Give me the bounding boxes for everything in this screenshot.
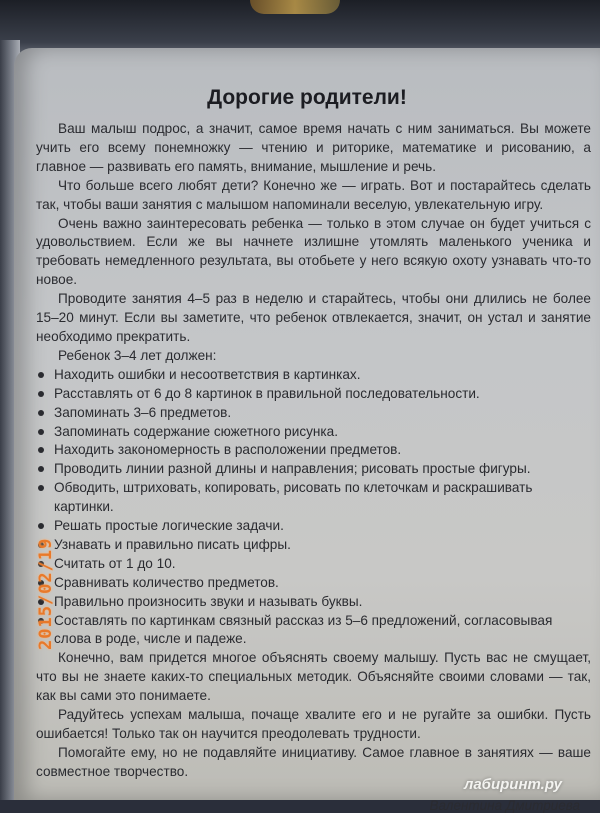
bullet-icon bbox=[38, 523, 44, 529]
paragraph: Проводите занятия 4–5 раз в неделю и старайтесь, чтобы они длились не более 15–20 минут. Если вы заметите, что ребенок отвлекается, значит, он устал и занятие необходимо прекратить. bbox=[36, 291, 591, 344]
page-title: Дорогие родители! bbox=[207, 86, 407, 109]
list-item: Запоминать содержание сюжетного рисунка. bbox=[36, 423, 591, 442]
author-signature: Валентина Дмитриева bbox=[429, 798, 580, 813]
paragraph: Конечно, вам придется многое объяснять своему малышу. Пусть вас не смущает, что вы не знаете каких-то специальных методик. Объясняйте своими словами — так, как вы сами это понимаете. bbox=[36, 650, 591, 704]
paragraph: Очень важно заинтересовать ребенка — только в этом случае он будет учиться с удовольствием. Если же вы начнете излишне утомлять маленького ученика и требовать немедленного результата, вы отобьете у него всякую охоту узнавать что-то новое. bbox=[36, 215, 591, 288]
list-item: Считать от 1 до 10. bbox=[36, 555, 591, 574]
date-stamp: 2015/02/19 bbox=[36, 537, 56, 650]
page-body bbox=[36, 120, 591, 782]
list-item: Проводить линии разной длины и направления; рисовать простые фигуры. bbox=[36, 460, 591, 479]
list-item: Расставлять от 6 до 8 картинок в правильной последовательности. bbox=[36, 385, 591, 404]
bullet-icon bbox=[38, 485, 44, 491]
list-item: Решать простые логические задачи. bbox=[36, 517, 591, 536]
list-item: Находить закономерность в расположении предметов. bbox=[36, 441, 591, 460]
list-item: Запоминать 3–6 предметов. bbox=[36, 404, 591, 423]
list-item: Обводить, штриховать, копировать, рисовать по клеточкам и раскрашивать картинки. bbox=[36, 479, 591, 517]
paragraph: Что больше всего любят дети? Конечно же — играть. Вот и постарайтесь сделать так, чтобы ваши занятия с малышом напоминали веселую, увлекательную игру. bbox=[36, 177, 591, 212]
skills-list bbox=[36, 366, 591, 650]
bullet-icon bbox=[38, 447, 44, 453]
list-item: Находить ошибки и несоответствия в картинках. bbox=[36, 366, 591, 385]
paragraph: Радуйтесь успехам малыша, почаще хвалите его и не ругайте за ошибки. Пусть ошибается! Только так он научится преодолевать трудности. bbox=[36, 707, 591, 741]
bullet-icon bbox=[38, 429, 44, 435]
list-item: Правильно произносить звуки и называть буквы. bbox=[36, 593, 591, 612]
watermark-logo: лабиринт.ру bbox=[464, 776, 562, 793]
bullet-icon bbox=[38, 466, 44, 472]
bullet-icon bbox=[38, 372, 44, 378]
list-item: Составлять по картинкам связный рассказ из 5–6 предложений, согласовывая слова в роде, числе и падеже. bbox=[36, 612, 591, 650]
bullet-icon bbox=[38, 410, 44, 416]
paragraph: Помогайте ему, но не подавляйте инициативу. Самое главное в занятиях — ваше совместное творчество. bbox=[36, 744, 591, 779]
background-glow bbox=[250, 0, 340, 14]
list-item: Узнавать и правильно писать цифры. bbox=[36, 536, 591, 555]
paragraph: Ваш малыш подрос, а значит, самое время начать с ним заниматься. Вы можете учить его всему понемножку — чтению и риторике, математике и рисованию, а главное — развивать его память, внимание, мышление и речь. bbox=[36, 121, 591, 174]
list-intro: Ребенок 3–4 лет должен: bbox=[58, 347, 217, 363]
bullet-icon bbox=[38, 391, 44, 397]
book-page bbox=[14, 48, 600, 813]
list-item: Сравнивать количество предметов. bbox=[36, 574, 591, 593]
